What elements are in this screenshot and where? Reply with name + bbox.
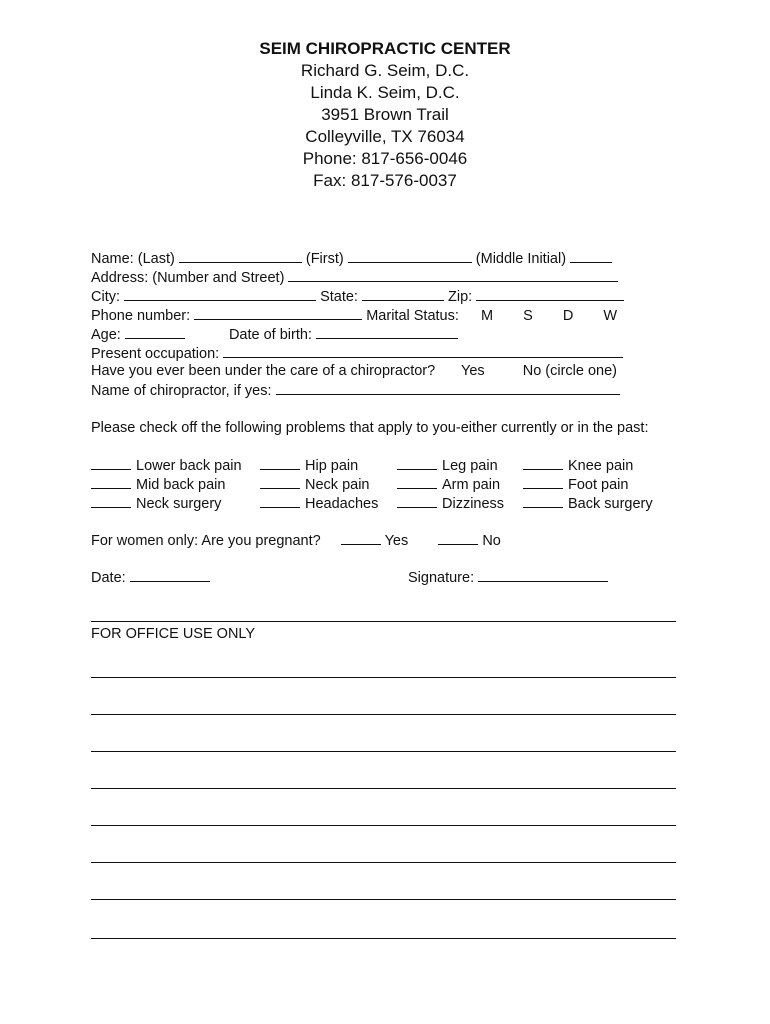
address-label: Address: (Number and Street) — [91, 270, 285, 286]
signature-field[interactable] — [478, 568, 608, 582]
signature-label: Signature: — [408, 570, 475, 586]
problem-checkbox-blank[interactable] — [523, 494, 563, 508]
signature-row — [408, 568, 608, 587]
doctor-2: Linda K. Seim, D.C. — [310, 83, 460, 102]
problem-checkbox-blank[interactable] — [397, 494, 437, 508]
office-line[interactable] — [91, 714, 676, 715]
date-label: Date: — [91, 570, 126, 586]
office-line[interactable] — [91, 862, 676, 863]
occupation-field[interactable] — [223, 344, 623, 358]
last-name-label: Name: (Last) — [91, 251, 175, 267]
pregnant-no-blank[interactable] — [438, 531, 478, 545]
phone-row — [91, 306, 617, 325]
chiropractor-name-field[interactable] — [276, 381, 620, 395]
problem-item — [91, 475, 225, 494]
address-row — [91, 268, 618, 287]
first-name-field[interactable] — [348, 249, 472, 263]
problem-item — [260, 456, 358, 475]
occupation-label: Present occupation: — [91, 346, 220, 362]
city-state-zip: Colleyville, TX 76034 — [305, 127, 465, 146]
city-field[interactable] — [124, 287, 316, 301]
last-name-field[interactable] — [179, 249, 302, 263]
marital-option-s[interactable]: S — [523, 308, 533, 324]
office-line[interactable] — [91, 899, 676, 900]
problem-label: Hip pain — [305, 458, 359, 474]
problem-item — [397, 456, 498, 475]
problem-item — [523, 475, 628, 494]
phone-field[interactable] — [194, 306, 362, 320]
problem-label: Neck surgery — [136, 496, 222, 512]
dob-field[interactable] — [316, 325, 458, 339]
problem-checkbox-blank[interactable] — [260, 494, 300, 508]
zip-label: Zip: — [448, 289, 473, 305]
practice-name: SEIM CHIROPRACTIC CENTER — [259, 39, 511, 58]
date-field[interactable] — [130, 568, 210, 582]
problem-item — [397, 494, 504, 513]
address-field[interactable] — [288, 268, 618, 282]
zip-field[interactable] — [476, 287, 624, 301]
problem-checkbox-blank[interactable] — [91, 494, 131, 508]
problems-instructions: Please check off the following problems that apply to you-either currently or in the past: — [91, 420, 649, 436]
phone-label: Phone number: — [91, 308, 191, 324]
city-row — [91, 287, 624, 306]
state-field[interactable] — [362, 287, 444, 301]
problem-item — [523, 494, 653, 513]
date-row — [91, 568, 210, 587]
chiropractor-name-label: Name of chiropractor, if yes: — [91, 383, 272, 399]
problem-item — [397, 475, 500, 494]
problem-label: Lower back pain — [136, 458, 242, 474]
problem-checkbox-blank[interactable] — [91, 475, 131, 489]
problem-label: Dizziness — [442, 496, 505, 512]
office-line[interactable] — [91, 788, 676, 789]
problem-checkbox-blank[interactable] — [523, 475, 563, 489]
marital-option-m[interactable]: M — [480, 308, 494, 324]
circle-one-note: (circle one) — [545, 363, 618, 379]
fax-number: Fax: 817-576-0037 — [313, 171, 457, 190]
office-line[interactable] — [91, 751, 676, 752]
chiropractor-question-row — [91, 362, 617, 380]
chiropractor-name-row — [91, 381, 620, 400]
problem-label: Back surgery — [568, 496, 653, 512]
problem-label: Knee pain — [568, 458, 634, 474]
marital-option-w[interactable]: W — [603, 308, 618, 324]
problem-checkbox-blank[interactable] — [91, 456, 131, 470]
middle-initial-field[interactable] — [570, 249, 612, 263]
problem-checkbox-blank[interactable] — [523, 456, 563, 470]
problem-label: Headaches — [305, 496, 379, 512]
age-label: Age: — [91, 327, 121, 343]
pregnant-yes-label: Yes — [384, 533, 409, 549]
pregnant-no-label: No — [482, 533, 501, 549]
office-divider — [91, 621, 676, 622]
age-row — [91, 325, 458, 344]
phone-number: Phone: 817-656-0046 — [302, 149, 468, 168]
problem-label: Leg pain — [442, 458, 498, 474]
office-use-label: FOR OFFICE USE ONLY — [91, 626, 256, 642]
first-name-label: (First) — [305, 251, 344, 267]
chiropractor-no-option[interactable]: No — [522, 363, 542, 379]
city-label: City: — [91, 289, 120, 305]
doctor-1: Richard G. Seim, D.C. — [300, 61, 470, 80]
name-row — [91, 249, 612, 268]
street-address: 3951 Brown Trail — [321, 105, 449, 124]
problem-checkbox-blank[interactable] — [260, 456, 300, 470]
problem-item — [260, 494, 378, 513]
practice-header — [0, 38, 770, 192]
marital-status-label: Marital Status: — [366, 308, 459, 324]
problem-checkbox-blank[interactable] — [260, 475, 300, 489]
middle-initial-label: (Middle Initial) — [475, 251, 567, 267]
problem-item — [91, 456, 242, 475]
age-field[interactable] — [125, 325, 185, 339]
occupation-row — [91, 344, 623, 363]
problem-checkbox-blank[interactable] — [397, 475, 437, 489]
marital-option-d[interactable]: D — [562, 308, 574, 324]
state-label: State: — [320, 289, 358, 305]
office-line[interactable] — [91, 825, 676, 826]
problem-label: Foot pain — [568, 477, 629, 493]
problem-item — [260, 475, 369, 494]
office-line[interactable] — [91, 938, 676, 939]
problem-item — [523, 456, 633, 475]
chiropractor-question: Have you ever been under the care of a chiropractor? — [91, 363, 436, 379]
problem-label: Neck pain — [305, 477, 370, 493]
problem-label: Arm pain — [442, 477, 501, 493]
office-line[interactable] — [91, 677, 676, 678]
pregnant-yes-blank[interactable] — [341, 531, 381, 545]
chiropractor-yes-option[interactable]: Yes — [461, 363, 485, 379]
problem-item — [91, 494, 221, 513]
pregnancy-row — [91, 531, 501, 550]
problem-checkbox-blank[interactable] — [397, 456, 437, 470]
dob-label: Date of birth: — [228, 327, 312, 343]
pregnancy-question: For women only: Are you pregnant? — [91, 533, 321, 549]
problem-label: Mid back pain — [136, 477, 226, 493]
